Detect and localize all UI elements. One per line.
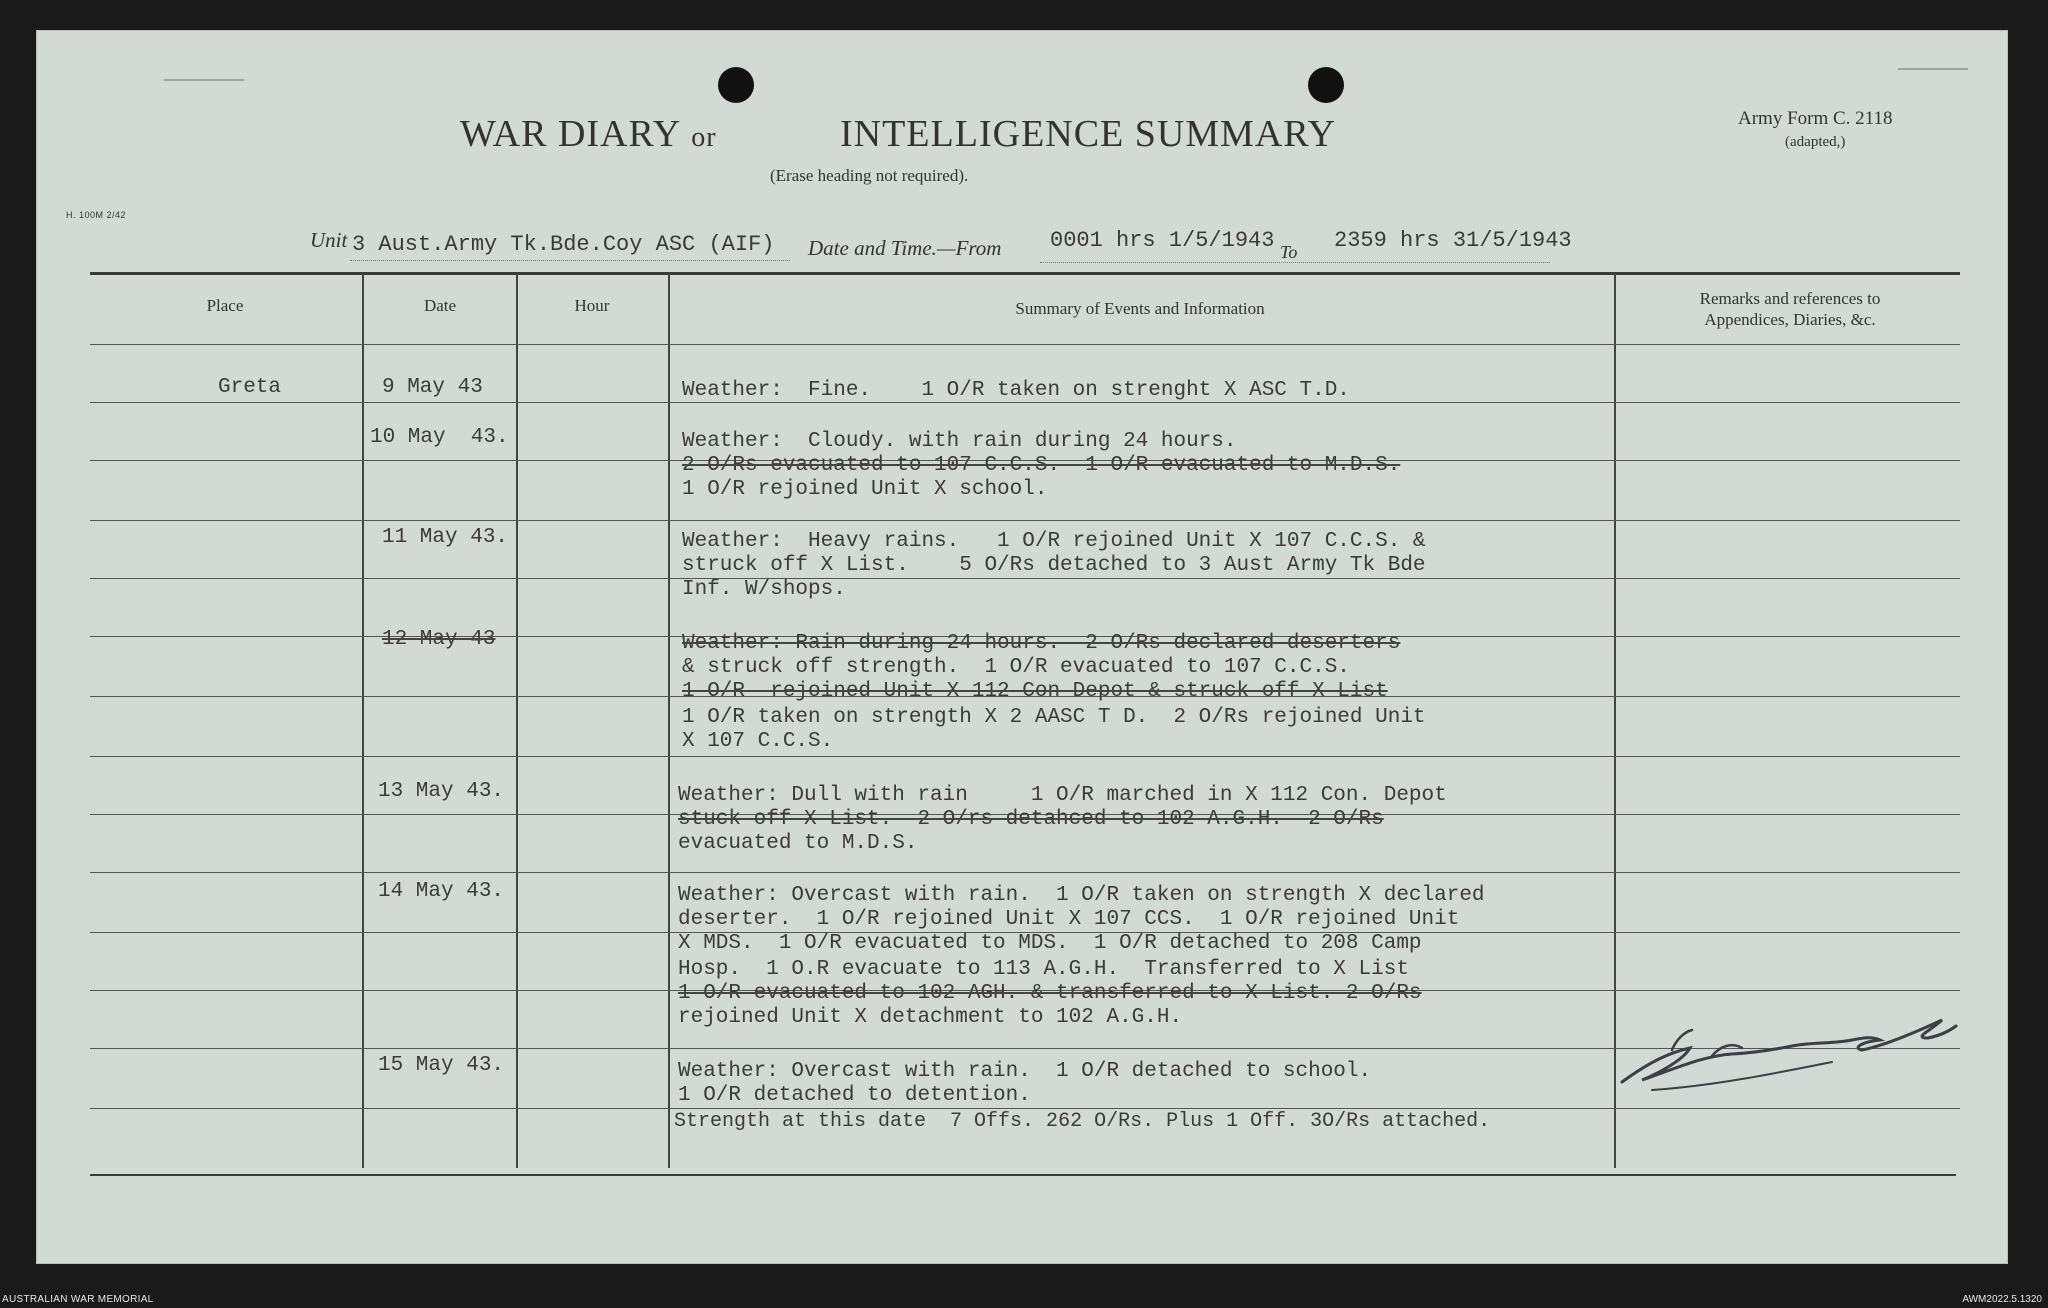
table-top-rule: [90, 272, 1960, 275]
to-value: 2359 hrs 31/5/1943: [1334, 228, 1572, 253]
punch-hole-right: [1308, 67, 1344, 103]
column-header-place: Place: [206, 296, 244, 315]
entry-place: Greta: [218, 376, 282, 399]
column-divider-date: [516, 274, 518, 1168]
entry-line: deserter. 1 O/R rejoined Unit X 107 CCS. 1 O/R rejoined Unit: [678, 908, 1460, 931]
from-value: 0001 hrs 1/5/1943: [1050, 228, 1275, 253]
ruled-line: [90, 578, 1960, 579]
corner-mark-left: [164, 79, 244, 81]
column-divider-place: [362, 274, 364, 1168]
unit-value: 3 Aust.Army Tk.Bde.Coy ASC (AIF): [352, 232, 775, 257]
ruled-line: [90, 1108, 1960, 1109]
entry-line-struck: 2 O/Rs evacuated to 107 C.C.S. 1 O/R evacuated to M.D.S.: [682, 454, 1401, 477]
entry-date: 11 May 43.: [382, 526, 509, 549]
column-header-hour: Hour: [574, 296, 610, 315]
entry-line-struck: stuck off X List. 2 O/rs detahced to 102 A.G.H. 2 O/Rs: [678, 808, 1384, 831]
army-form-number: [1738, 108, 1892, 151]
ruled-line: [90, 872, 1960, 873]
form-number: Army Form C. 2118: [1738, 108, 1893, 129]
entry-line: Hosp. 1 O.R evacuate to 113 A.G.H. Transferred to X List: [678, 958, 1409, 981]
punch-hole-left: [718, 67, 754, 103]
entry-line: X 107 C.C.S.: [682, 730, 834, 753]
entry-line: Weather: Fine. 1 O/R taken on strenght X ASC T.D.: [682, 379, 1350, 402]
document-title: [460, 112, 1337, 156]
entry-line: Inf. W/shops.: [682, 578, 846, 601]
entry-line: X MDS. 1 O/R evacuated to MDS. 1 O/R detached to 208 Camp: [678, 932, 1422, 955]
entry-line: evacuated to M.D.S.: [678, 832, 918, 855]
unit-dotted-line: [350, 260, 790, 261]
entry-line: struck off X List. 5 O/Rs detached to 3 Aust Army Tk Bde: [682, 554, 1426, 577]
column-header-summary: Summary of Events and Information: [1015, 299, 1265, 318]
entry-line-struck: 1 O/R evacuated to 102 AGH. & transferred to X List. 2 O/Rs: [678, 982, 1422, 1005]
corner-mark-right: [1898, 68, 1968, 70]
ruled-line: [90, 756, 1960, 757]
ruled-line: [90, 520, 1960, 521]
entry-date-struck: 12 May 43: [382, 628, 496, 651]
entry-line: Strength at this date 7 Offs. 262 O/Rs. Plus 1 Off. 3O/Rs attached.: [674, 1110, 1491, 1133]
entry-date: 15 May 43.: [378, 1054, 505, 1077]
entry-line: Weather: Cloudy. with rain during 24 hours.: [682, 430, 1237, 453]
entry-line: Weather: Dull with rain 1 O/R marched in X 112 Con. Depot: [678, 784, 1447, 807]
entry-line: Weather: Overcast with rain. 1 O/R taken on strength X declared: [678, 884, 1485, 907]
entry-line: Weather: Heavy rains. 1 O/R rejoined Unit X 107 C.C.S. &: [682, 530, 1426, 553]
to-label: To: [1280, 242, 1298, 262]
entry-date: 9 May 43: [382, 376, 483, 399]
entry-line-struck: Weather: Rain during 24 hours. 2 O/Rs declared deserters: [682, 632, 1401, 655]
title-or: or: [691, 122, 717, 153]
entry-line: & struck off strength. 1 O/R evacuated to 107 C.C.S.: [682, 656, 1350, 679]
erase-heading-note: (Erase heading not required).: [770, 166, 969, 185]
entry-date: 14 May 43.: [378, 880, 505, 903]
column-divider-hour: [668, 274, 670, 1168]
print-code: H. 100M 2/42: [66, 210, 127, 220]
entry-line: rejoined Unit X detachment to 102 A.G.H.: [678, 1006, 1183, 1029]
title-intelligence-summary: INTELLIGENCE SUMMARY: [840, 113, 1337, 155]
entry-line: 1 O/R detached to detention.: [678, 1084, 1031, 1107]
remarks-header-line2: Appendices, Diaries, &c.: [1704, 310, 1876, 329]
entry-line: Weather: Overcast with rain. 1 O/R detached to school.: [678, 1060, 1372, 1083]
entry-date: 13 May 43.: [378, 780, 505, 803]
entry-line: 1 O/R rejoined Unit X school.: [682, 478, 1048, 501]
remarks-header-line1: Remarks and references to: [1699, 289, 1881, 308]
table-bottom-rule: [90, 1174, 1956, 1176]
column-header-date: Date: [423, 296, 457, 315]
date-dotted-line: [1040, 262, 1550, 263]
form-adapted: (adapted,): [1785, 134, 1846, 150]
handwritten-signature: [1612, 990, 1962, 1100]
entry-line-struck: 1 O/R rejoined Unit X 112 Con Depot & struck off X List: [682, 680, 1388, 703]
date-time-label: Date and Time.—From: [808, 236, 1002, 260]
unit-label: Unit: [310, 228, 348, 252]
column-header-remarks: [1640, 288, 1940, 330]
footer-archive-name: AUSTRALIAN WAR MEMORIAL: [2, 1294, 154, 1305]
footer-accession-number: AWM2022.5.1320: [1962, 1294, 2042, 1305]
entry-line: 1 O/R taken on strength X 2 AASC T D. 2 O/Rs rejoined Unit: [682, 706, 1426, 729]
title-war-diary: WAR DIARY: [460, 113, 682, 155]
header-rule: [90, 344, 1960, 345]
entry-date: 10 May 43.: [370, 426, 509, 449]
